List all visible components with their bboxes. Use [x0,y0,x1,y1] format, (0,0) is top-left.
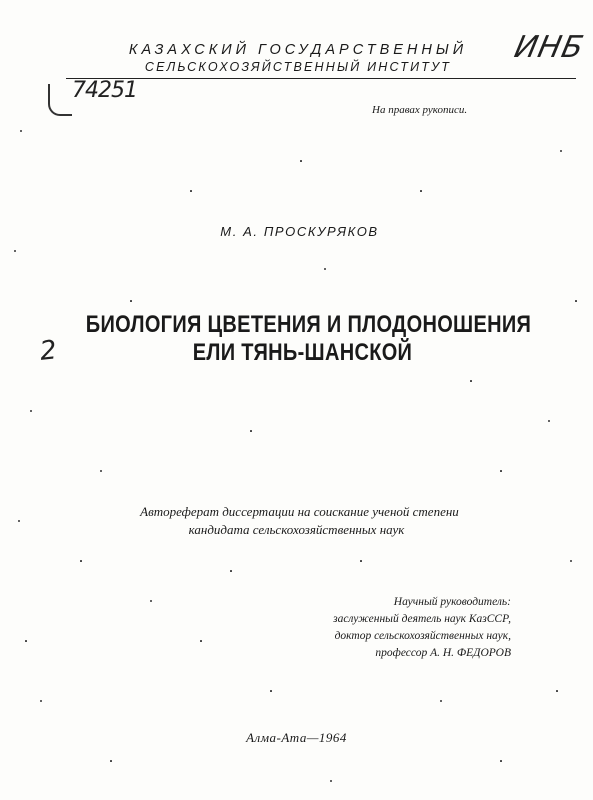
scan-speck [80,560,82,562]
scan-speck [20,130,22,132]
scan-speck [324,268,326,270]
scan-speck [575,300,577,302]
author-name: М. А. ПРОСКУРЯКОВ [220,224,379,239]
abstract-line1: Автореферат диссертации на соискание ученой степени [140,504,459,519]
institute-name-line1: КАЗАХСКИЙ ГОСУДАРСТВЕННЫЙ [128,42,468,58]
scan-speck [500,760,502,762]
scan-speck [556,690,558,692]
city-year: Алма-Ата—1964 [246,730,347,745]
scan-speck [190,190,192,192]
handwritten-number: 74251 [72,78,137,103]
scan-speck [250,430,252,432]
scan-speck [420,190,422,192]
scan-speck [150,600,152,602]
scan-speck [440,700,442,702]
scan-speck [360,560,362,562]
scan-speck [270,690,272,692]
scan-speck [500,470,502,472]
supervisor-line1: Научный руководитель: [393,596,511,608]
abstract-line2: кандидата сельскохозяйственных наук [188,522,405,537]
scan-speck [14,250,16,252]
header-underline [66,78,576,79]
supervisor-line2: заслуженный деятель наук КазССР, [333,613,511,625]
handwritten-margin-mark: 2 [38,335,59,367]
title-line2: ЕЛИ ТЯНЬ-ШАНСКОЙ [192,339,413,367]
scan-speck [110,760,112,762]
handwritten-bracket-mark [48,84,72,116]
scan-speck [230,570,232,572]
rights-notice: На правах рукописи. [372,104,468,116]
scan-speck [100,470,102,472]
scan-speck [18,520,20,522]
scan-speck [570,560,572,562]
scan-speck [25,640,27,642]
supervisor-line3: доктор сельскохозяйственных наук, [334,630,511,642]
scan-speck [560,150,562,152]
institute-name-line2: СЕЛЬСКОХОЗЯЙСТВЕННЫЙ ИНСТИТУТ [144,60,452,74]
supervisor-line4: профессор А. Н. ФЕДОРОВ [375,647,511,659]
scan-speck [470,380,472,382]
scan-speck [130,300,132,302]
handwritten-inventory-mark: ИНБ [511,30,588,65]
scan-speck [200,640,202,642]
title-line1: БИОЛОГИЯ ЦВЕТЕНИЯ И ПЛОДОНОШЕНИЯ [85,311,532,339]
scan-speck [330,780,332,782]
scan-speck [300,160,302,162]
scan-speck [548,420,550,422]
scan-speck [40,700,42,702]
scan-speck [30,410,32,412]
